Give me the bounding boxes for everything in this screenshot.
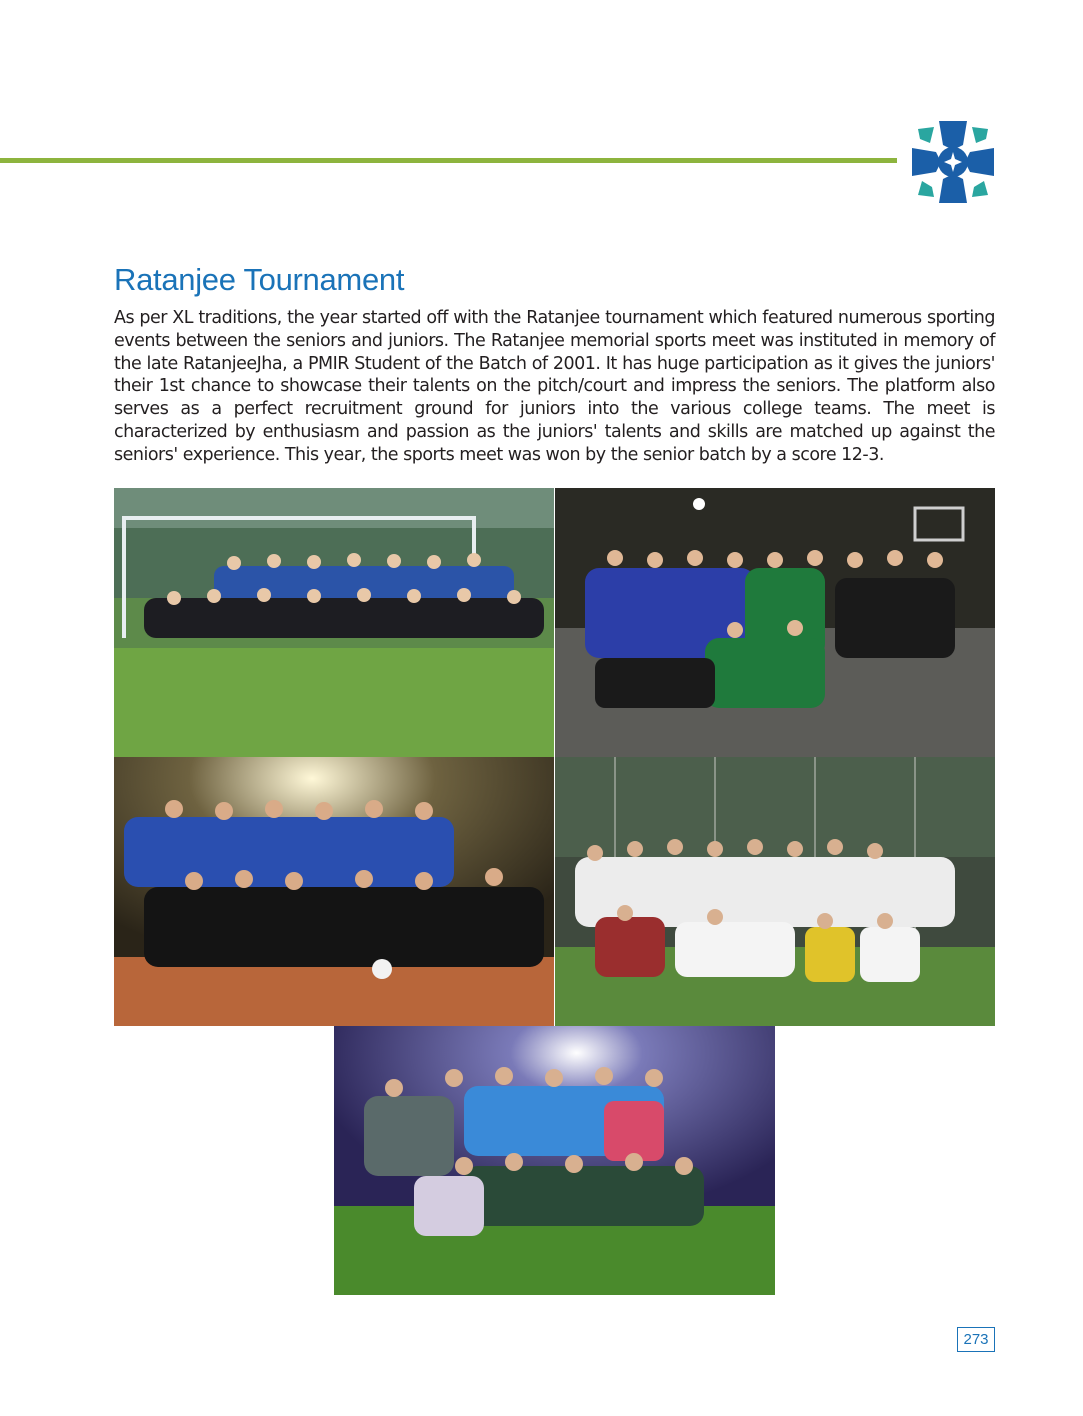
header-rule xyxy=(0,158,897,163)
team-photo-football xyxy=(114,488,554,757)
article-title: Ratanjee Tournament xyxy=(114,262,405,297)
team-photo-basketball xyxy=(555,488,995,757)
page-number: 273 xyxy=(957,1327,995,1352)
team-photo-night-group xyxy=(334,1026,775,1295)
team-photo-volleyball xyxy=(114,757,554,1026)
article-body: As per XL traditions, the year started off with the Ratanjee tournament which featured numerous sporting events between the seniors and juniors. The Ratanjee memorial sports meet was instituted in memory of the late RatanjeeJha, a PMIR Student of the Batch of 2001. It has huge participation as it gives the juniors' their 1st chance to showcase their talents on the pitch/court and impress the seniors. The platform also serves as a perfect recruitment ground for juniors into the various college teams. The meet is characterized by enthusiasm and passion as the juniors' talents and skills are matched up against the seniors' experience. This year, the sports meet was won by the senior batch by a score 12-3. xyxy=(114,308,995,465)
team-photo-cricket xyxy=(555,757,995,1026)
institute-emblem-icon xyxy=(908,117,998,207)
